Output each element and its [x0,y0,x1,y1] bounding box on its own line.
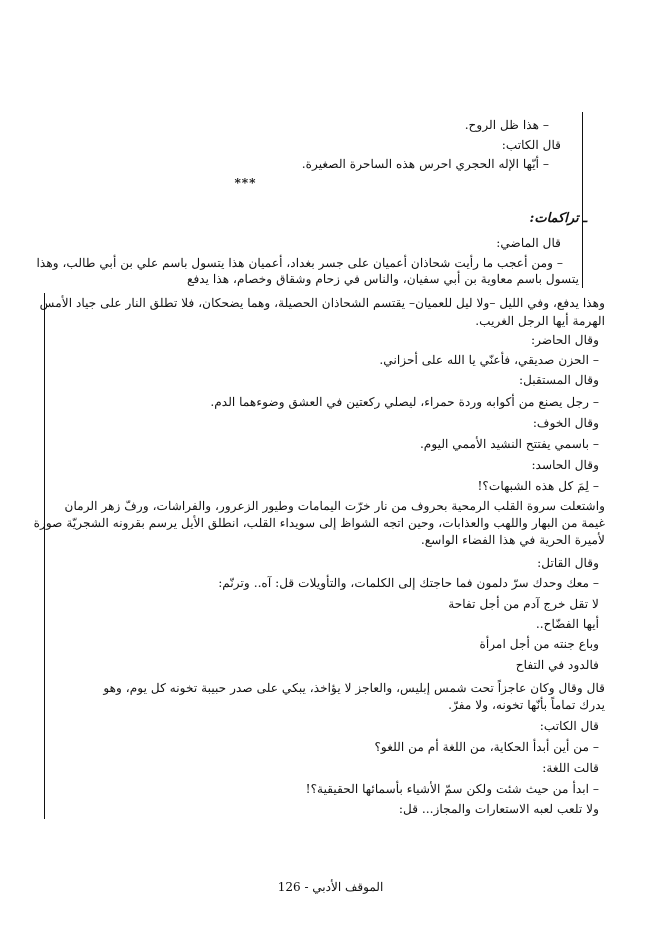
paragraph-line: واشتعلت سروة القلب الرمحية بحروف من نار خرّت اليمامات وطيور الزعرور، والفراشات، ورفّ زهر الرمان [64,499,605,513]
paragraph-line: وهذا يدفع، وفي الليل –ولا ليل للعميان– يقتسم الشحاذان الحصيلة، وهما يضحكان، فلا تطلق النار على جياد الأمس [39,296,605,310]
verse-line: لا تقل خرج آدم من أجل تفاحة [448,597,599,611]
section-separator: *** [234,176,257,190]
dialogue-line: – ابدأ من حيث شئت ولكن سمّ الأشياء بأسمائها الحقيقية؟! [305,782,599,796]
paragraph-line: الهرمة أيها الرجل الغريب. [475,314,605,328]
dialogue-line: – أيّها الإله الحجري احرس هذه الساحرة الصغيرة. [301,157,549,171]
section-heading: ـ تراكمات: [529,211,587,226]
dialogue-line: – هذا ظل الروح. [464,118,549,132]
speaker-line: قال الكاتب: [539,719,599,733]
paragraph-line: يدرك تماماً بأنّها تخونه، ولا مفرّ. [448,698,605,712]
paragraph-line: لأميرة الحرية في هذا الفضاء الواسع. [420,533,605,547]
speaker-line: وقال الحاضر: [530,333,599,347]
verse-line: فالدود في التفاح [515,658,599,672]
dialogue-line: – باسمي يفتتح النشيد الأممي اليوم. [419,437,599,451]
paragraph-line: قال وقال وكان عاجزاً تحت شمس إبليس، والعاجز لا يؤاخذ، يبكي على صدر حبيبة تخونه كل يوم، وهو [103,681,605,695]
speaker-line: قال الكاتب: [501,138,561,152]
speaker-line: قالت اللغة: [542,761,599,775]
verse-line: وباع جنته من أجل امرأة [479,637,599,651]
speaker-line: وقال المستقبل: [518,373,599,387]
dialogue-line: – لِمَ كل هذه الشبهات؟! [477,479,599,493]
dialogue-line: – الحزن صديقي، فأعنّي يا الله على أحزاني. [379,353,599,367]
speaker-line: وقال الخوف: [532,416,599,430]
speaker-line: وقال الحاسد: [531,458,599,472]
speaker-line: قال الماضي: [496,236,561,250]
paragraph-line: ولا تلعب لعبه الاستعارات والمجاز... قل: [398,802,599,816]
verse-line: أيها الفضّاح.. [535,617,599,631]
paragraph-line: – ومن أعجب ما رأيت شحاذان أعميان على جسر بغداد، أعميان هذا يتسول باسم علي بن أبي طالب، وهذا [36,256,563,270]
paragraph-line: يتسول باسم معاوية بن أبي سفيان، والناس في زحام وشقاق وخصام، هذا يدفع [186,272,579,286]
dialogue-line: – رجل يصنع من أكوابه وردة حمراء، ليصلي ركعتين في العشق وضوءهما الدم. [210,395,599,409]
dialogue-line: – من أين أبدأ الحكاية، من اللغة أم من اللغو؟ [374,740,599,754]
page-footer: الموقف الأدبي - 126 [277,880,384,894]
upper-margin-rule [582,112,583,288]
paragraph-line: غيمة من البهار واللهب والعذابات، وحين اتجه الشواظ إلى سويداء القلب، انطلق الأيل يرسم بقرونه الشجريّة صورة [33,516,605,530]
dialogue-line: – معك وحدك سرّ دلمون فما حاجتك إلى الكلمات، والتأويلات قل: آه.. وترنّم: [218,576,599,590]
speaker-line: وقال القاتل: [537,556,599,570]
